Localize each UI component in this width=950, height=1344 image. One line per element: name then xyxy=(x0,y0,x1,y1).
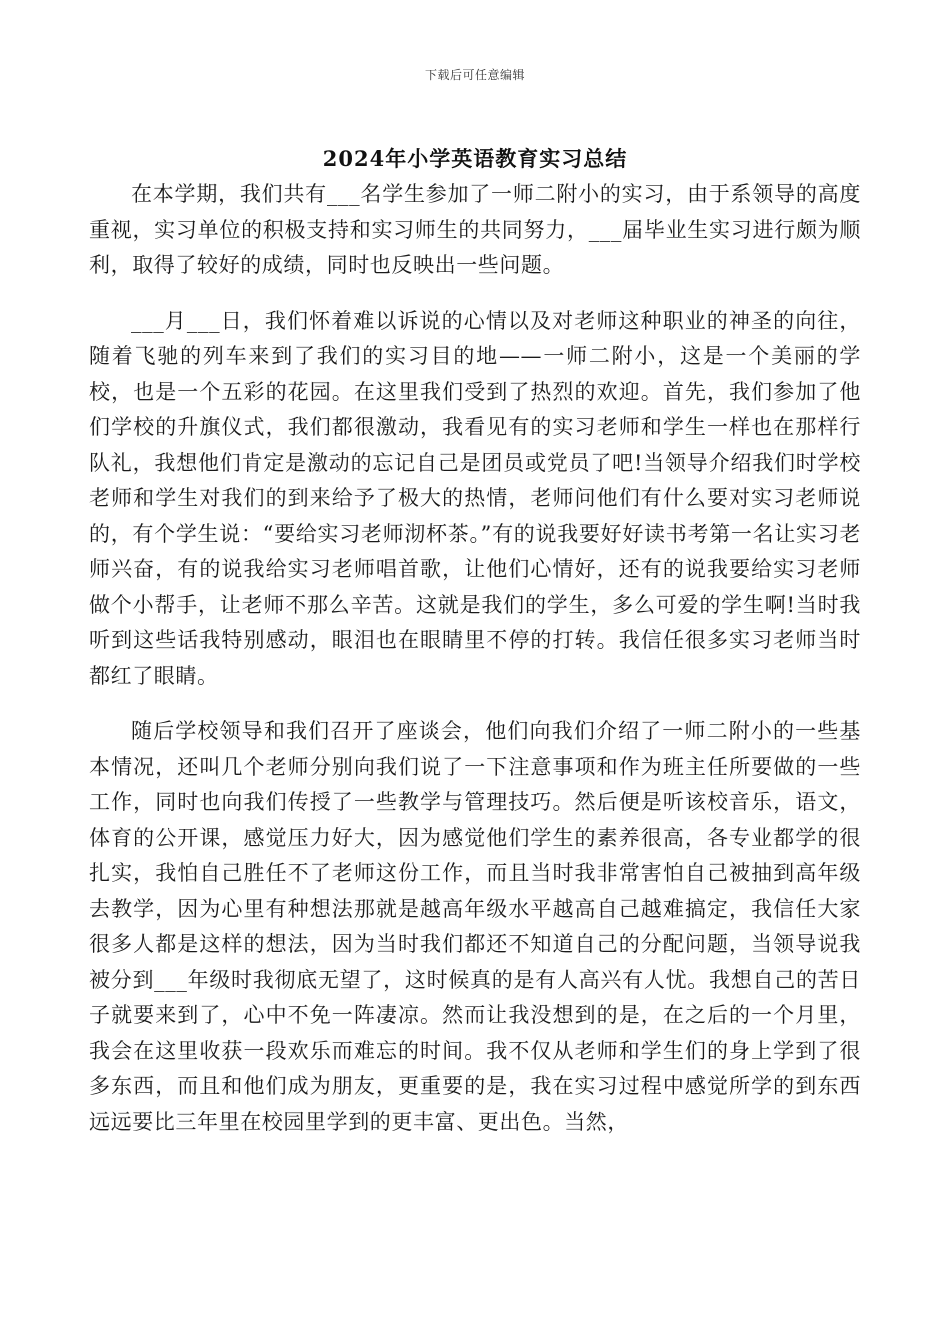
paragraph-2: ___月___日，我们怀着难以诉说的心情以及对老师这种职业的神圣的向往，随着飞驰的列车来到了我们的实习目的地——一师二附小，这是一个美丽的学校，也是一个五彩的花园。在这里我们受到了热烈的欢迎。首先，我们参加了他们学校的升旗仪式，我们都很激动，我看见有的实习老师和学生一样也在那样行队礼，我想他们肯定是激动的忘记自己是团员或党员了吧!当领导介绍我们时学校老师和学生对我们的到来给予了极大的热情，老师问他们有什么要对实习老师说的，有个学生说：“要给实习老师沏杯茶。”有的说我要好好读书考第一名让实习老师兴奋，有的说我给实习老师唱首歌，让他们心情好，还有的说我要给实习老师做个小帮手，让老师不那么辛苦。这就是我们的学生，多么可爱的学生啊!当时我听到这些话我特别感动，眼泪也在眼睛里不停的打转。我信任很多实习老师当时都红了眼睛。 xyxy=(89,308,861,688)
paragraph-1: 在本学期，我们共有___名学生参加了一师二附小的实习，由于系领导的高度重视，实习单位的积极支持和实习师生的共同努力，___届毕业生实习进行颇为顺利，取得了较好的成绩，同时也反映出一些问题。 xyxy=(89,182,861,277)
header-note: 下载后可任意编辑 xyxy=(424,68,525,82)
document-title: 2024年小学英语教育实习总结 xyxy=(322,146,628,171)
document-body xyxy=(89,171,861,1140)
paragraph-3: 随后学校领导和我们召开了座谈会，他们向我们介绍了一师二附小的一些基本情况，还叫几个老师分别向我们说了一下注意事项和作为班主任所要做的一些工作，同时也向我们传授了一些教学与管理技巧。然后便是听该校音乐，语文，体育的公开课，感觉压力好大，因为感觉他们学生的素养很高，各专业都学的很扎实，我怕自己胜任不了老师这份工作，而且当时我非常害怕自己被抽到高年级去教学，因为心里有种想法那就是越高年级水平越高自己越难搞定，我信任大家很多人都是这样的想法，因为当时我们都还不知道自己的分配问题，当领导说我被分到___年级时我彻底无望了，这时候真的是有人高兴有人忧。我想自己的苦日子就要来到了，心中不免一阵凄凉。然而让我没想到的是，在之后的一个月里，我会在这里收获一段欢乐而难忘的时间。我不仅从老师和学生们的身上学到了很多东西，而且和他们成为朋友，更重要的是，我在实习过程中感觉所学的到东西远远要比三年里在校园里学到的更丰富、更出色。当然， xyxy=(89,719,861,1134)
